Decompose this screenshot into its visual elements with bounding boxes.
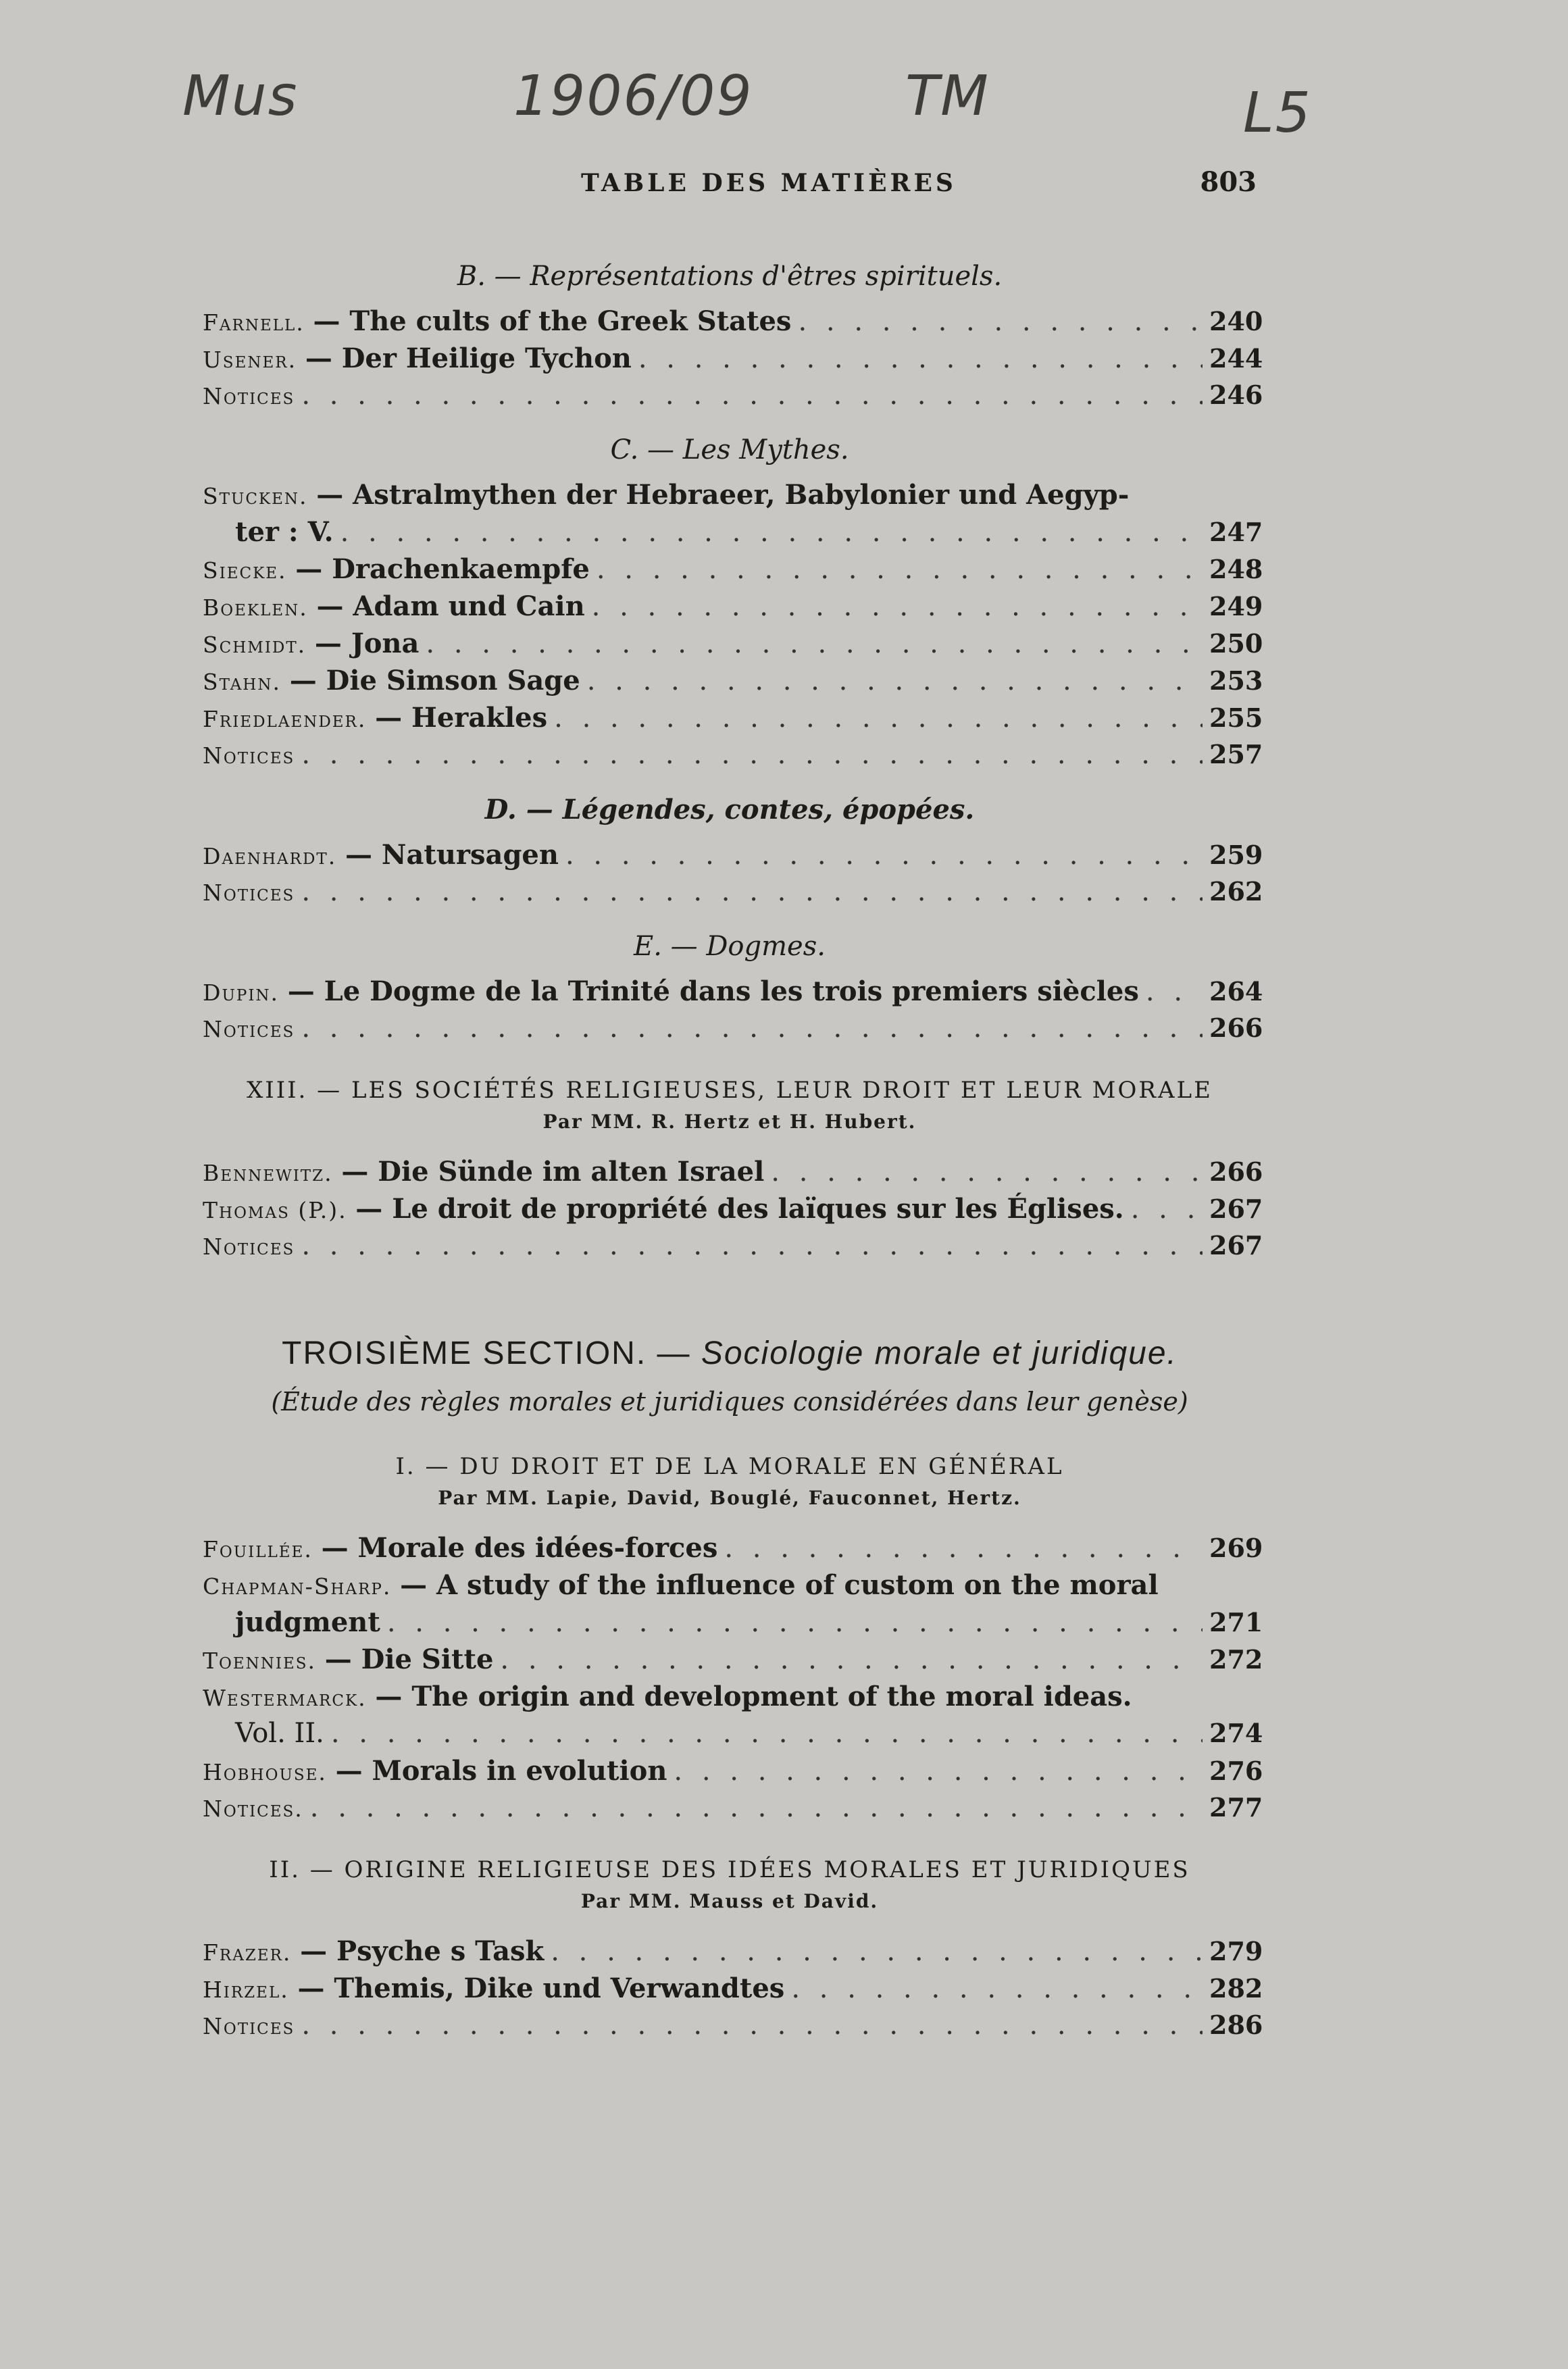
entry-title-line2: judgment — [235, 1606, 380, 1638]
toc-entry[interactable] — [203, 876, 1263, 913]
leader-dots — [674, 1756, 1203, 1787]
toc-entry-multiline[interactable] — [203, 479, 1257, 516]
entry-title: — Psyche s Task — [300, 1935, 545, 1967]
entry-page: 274 — [1209, 1718, 1263, 1748]
section-c-heading: C. — Les Mythes. — [610, 434, 849, 465]
entry-author: Friedlaender. — [203, 706, 367, 732]
toc-entry-multiline[interactable] — [203, 1681, 1257, 1718]
entry-page: 262 — [1209, 876, 1263, 907]
entry-page: 282 — [1209, 1973, 1263, 2004]
section-title-italic: Sociologie morale et juridique. — [701, 1335, 1178, 1371]
entry-title: — Morals in evolution — [335, 1755, 667, 1787]
toc-entry[interactable] — [203, 1532, 1263, 1569]
toc-entry[interactable] — [203, 739, 1263, 776]
leader-dots — [301, 2010, 1203, 2041]
entry-author: Stahn. — [203, 669, 281, 695]
troisieme-section-subtitle: (Étude des règles morales et juridiques considérées dans leur genèse) — [271, 1387, 1188, 1417]
entry-page: 271 — [1209, 1607, 1263, 1637]
table-of-contents — [203, 243, 1263, 2047]
entry-page: 257 — [1209, 739, 1263, 769]
toc-entry[interactable] — [203, 1156, 1263, 1193]
entry-title: — Themis, Dike und Verwandtes — [297, 1972, 785, 2004]
entry-title: — Die Sünde im alten Israel — [341, 1156, 765, 1188]
toc-entry-multiline[interactable] — [203, 1569, 1257, 1606]
leader-dots — [387, 1607, 1203, 1638]
entry-author: Fouillée. — [203, 1536, 313, 1562]
entry-author: Usener. — [203, 347, 297, 373]
entry-author: Siecke. — [203, 557, 287, 584]
entry-title: — Die Sitte — [324, 1644, 494, 1675]
page-header — [203, 166, 1257, 209]
leader-dots — [724, 1533, 1203, 1564]
entry-page: 249 — [1209, 591, 1263, 621]
entry-author: Notices — [203, 1016, 295, 1042]
handwritten-mark-1: Mus — [182, 64, 299, 128]
entry-page: 259 — [1209, 840, 1263, 870]
section-d-heading: D. — Légendes, contes, épopées. — [484, 794, 975, 825]
entry-page: 286 — [1209, 2010, 1263, 2040]
entry-title-line2: ter : V. — [235, 516, 334, 548]
toc-entry[interactable] — [203, 1644, 1263, 1681]
leader-dots — [500, 1644, 1203, 1675]
entry-author: Boeklen. — [203, 594, 308, 621]
section-b-entries — [203, 305, 1263, 417]
entry-title: — Morale des idées-forces — [321, 1532, 718, 1564]
leader-dots — [791, 1973, 1203, 2004]
entry-page: 279 — [1209, 1936, 1263, 1966]
toc-entry[interactable] — [203, 665, 1263, 702]
entry-author: Westermarck. — [203, 1685, 367, 1711]
entry-page: 247 — [1209, 517, 1263, 547]
entry-author: Bennewitz. — [203, 1160, 333, 1186]
section-b-heading: B. — Représentations d'êtres spirituels. — [457, 261, 1003, 292]
entry-author: Thomas (P.). — [203, 1197, 347, 1223]
leader-dots — [1146, 976, 1203, 1007]
entry-page: 272 — [1209, 1644, 1263, 1675]
leader-dots — [565, 840, 1203, 871]
entry-author: Notices — [203, 383, 295, 409]
entry-author: Daenhardt. — [203, 843, 337, 869]
entry-title: — Adam und Cain — [316, 590, 585, 622]
entry-author: Chapman-Sharp. — [203, 1573, 392, 1600]
entry-page: 255 — [1209, 703, 1263, 733]
leader-dots — [301, 1230, 1203, 1261]
entry-author: Notices — [203, 1233, 295, 1260]
leader-dots — [551, 1936, 1203, 1967]
entry-title: — Drachenkaempfe — [295, 553, 590, 585]
toc-entry[interactable] — [203, 1230, 1263, 1267]
entry-author: Dupin. — [203, 979, 280, 1006]
entry-page: 267 — [1209, 1194, 1263, 1224]
entry-page: 248 — [1209, 554, 1263, 584]
toc-entry[interactable] — [203, 702, 1263, 739]
entry-author: Toennies. — [203, 1648, 317, 1674]
entry-title: — Jona — [314, 628, 420, 659]
entry-page: 266 — [1209, 1013, 1263, 1043]
entry-author: Notices — [203, 880, 295, 906]
entry-author: Schmidt. — [203, 632, 307, 658]
entry-author: Hirzel. — [203, 1977, 289, 2003]
toc-entry[interactable] — [203, 1755, 1263, 1792]
entry-title-line1: — A study of the influence of custom on the moral — [400, 1569, 1159, 1601]
section-title-main: TROISIÈME SECTION. — — [282, 1335, 701, 1371]
toc-entry[interactable] — [203, 975, 1263, 1013]
leader-dots — [301, 739, 1203, 770]
section-xiii-byline: Par MM. R. Hertz et H. Hubert. — [542, 1111, 917, 1133]
page-number: 803 — [1200, 166, 1257, 198]
entry-page: 269 — [1209, 1533, 1263, 1563]
leader-dots — [301, 1013, 1203, 1044]
entry-title: — Le droit de propriété des laïques sur les Églises. — [355, 1193, 1124, 1225]
entry-author: Notices — [203, 742, 295, 769]
toc-entry[interactable] — [203, 1013, 1263, 1050]
entry-page: 264 — [1209, 976, 1263, 1007]
entry-author: Hobhouse. — [203, 1759, 327, 1785]
toc-entry[interactable] — [203, 2010, 1263, 2047]
running-title: TABLE DES MATIÈRES — [581, 169, 957, 197]
leader-dots — [798, 306, 1203, 337]
leader-dots — [301, 876, 1203, 907]
entry-title-line1: — Astralmythen der Hebraeer, Babylonier und Aegyp- — [316, 479, 1130, 511]
section-xiii-heading: XIII. — LES SOCIÉTÉS RELIGIEUSES, LEUR DROIT ET LEUR MORALE — [247, 1077, 1213, 1104]
leader-dots — [331, 1718, 1203, 1749]
toc-entry[interactable] — [203, 1935, 1263, 1972]
entry-title: — Natursagen — [345, 839, 559, 871]
entry-page: 240 — [1209, 306, 1263, 336]
toc-entry[interactable] — [203, 1792, 1263, 1829]
entry-page: 244 — [1209, 343, 1263, 374]
entry-page: 277 — [1209, 1792, 1263, 1823]
leader-dots — [554, 703, 1203, 734]
entry-author: Frazer. — [203, 1939, 292, 1966]
toc-entry-continuation[interactable] — [203, 516, 1263, 553]
leader-dots — [597, 554, 1203, 585]
leader-dots — [771, 1156, 1203, 1188]
part-ii-heading: II. — ORIGINE RELIGIEUSE DES IDÉES MORALES ET JURIDIQUES — [269, 1856, 1190, 1883]
entry-page: 266 — [1209, 1156, 1263, 1187]
entry-page: 250 — [1209, 628, 1263, 659]
toc-entry[interactable] — [203, 553, 1263, 590]
leader-dots — [638, 343, 1203, 374]
toc-entry-continuation[interactable] — [203, 1718, 1263, 1755]
leader-dots — [587, 665, 1203, 696]
section-e-heading: E. — Dogmes. — [634, 931, 826, 962]
toc-entry[interactable] — [203, 342, 1263, 380]
entry-author: Stucken. — [203, 483, 308, 509]
entry-title: — The cults of the Greek States — [313, 305, 792, 337]
troisieme-section-title — [203, 1335, 1257, 1372]
entry-author: Notices. — [203, 1795, 303, 1822]
toc-entry-continuation[interactable] — [203, 1606, 1263, 1644]
part-i-heading: I. — DU DROIT ET DE LA MORALE EN GÉNÉRAL — [395, 1453, 1064, 1480]
part-ii-byline: Par MM. Mauss et David. — [580, 1890, 879, 1912]
part-i-byline: Par MM. Lapie, David, Bouglé, Fauconnet, Hertz. — [438, 1487, 1021, 1509]
entry-author: Notices — [203, 2013, 295, 2039]
entry-title-line1: — The origin and development of the moral ideas. — [375, 1681, 1132, 1712]
leader-dots — [310, 1792, 1203, 1823]
toc-entry[interactable] — [203, 1193, 1263, 1230]
toc-entry[interactable] — [203, 628, 1263, 665]
toc-entry[interactable] — [203, 1972, 1263, 2010]
leader-dots — [340, 517, 1203, 548]
toc-entry[interactable] — [203, 305, 1263, 342]
handwritten-mark-3: TM — [905, 64, 990, 128]
leader-dots — [301, 380, 1203, 411]
entry-title: — Der Heilige Tychon — [305, 342, 632, 374]
entry-page: 276 — [1209, 1756, 1263, 1786]
entry-page: 246 — [1209, 380, 1263, 410]
entry-title: — Herakles — [375, 702, 548, 734]
leader-dots — [1131, 1194, 1203, 1225]
toc-entry[interactable] — [203, 590, 1263, 628]
toc-entry[interactable] — [203, 380, 1263, 417]
entry-title-line2: Vol. II. — [235, 1718, 324, 1749]
entry-page: 253 — [1209, 665, 1263, 696]
toc-entry[interactable] — [203, 839, 1263, 876]
entry-title: — Le Dogme de la Trinité dans les trois premiers siècles — [287, 975, 1139, 1007]
entry-author: Farnell. — [203, 309, 305, 336]
entry-page: 267 — [1209, 1230, 1263, 1260]
leader-dots — [592, 591, 1203, 622]
leader-dots — [426, 628, 1203, 659]
handwritten-mark-2: 1906/09 — [513, 64, 753, 128]
handwritten-mark-4: L5 — [1243, 81, 1312, 145]
entry-title: — Die Simson Sage — [289, 665, 580, 696]
